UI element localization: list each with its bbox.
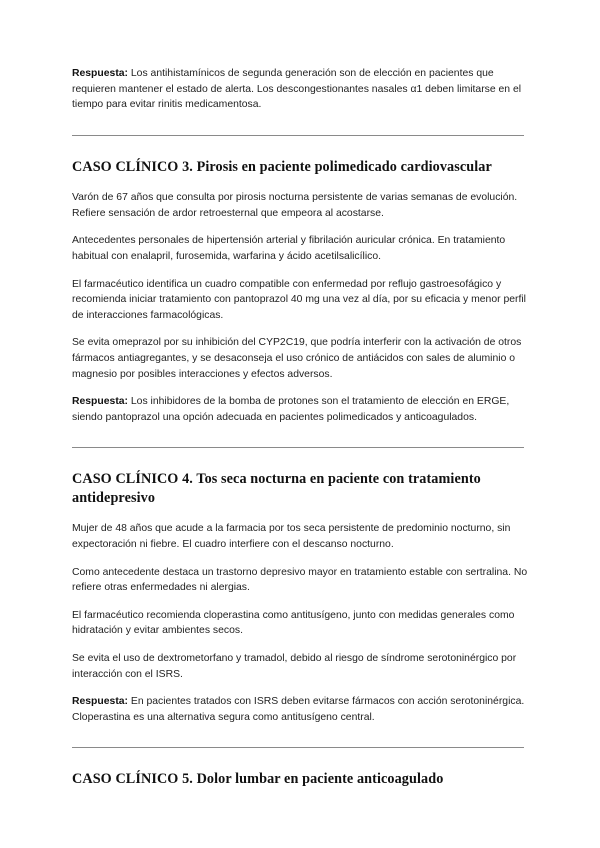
- section-divider: [72, 447, 524, 448]
- case5-title: CASO CLÍNICO 5. Dolor lumbar en paciente anticoagulado: [72, 771, 444, 788]
- case3-paragraph-1: Varón de 67 años que consulta por pirosis nocturna persistente de varias semanas de evolución. Refiere sensación de ardor retroesternal que empeora al acostarse.: [72, 192, 518, 219]
- document-content: [72, 66, 530, 803]
- case4-answer-paragraph: [72, 694, 530, 725]
- case4-paragraph-1: Mujer de 48 años que acude a la farmacia por tos seca persistente de predominio nocturno, sin expectoración ni fiebre. El cuadro interfiere con el descanso nocturno.: [72, 523, 511, 550]
- case5-section: [72, 770, 530, 789]
- case3-section: [72, 158, 530, 426]
- answer-text: En pacientes tratados con ISRS deben evitarse fármacos con acción serotoninérgica. Cloperastina es una alternativa segura como antitusígeno central.: [72, 696, 525, 723]
- case4-paragraph-3: El farmacéutico recomienda cloperastina como antitusígeno, junto con medidas generales como hidratación y evitar ambientes secos.: [72, 609, 515, 637]
- answer-label: Respuesta:: [72, 396, 129, 408]
- answer-label: Respuesta:: [72, 696, 129, 708]
- case4-title: CASO CLÍNICO 4. Tos seca nocturna en paciente con tratamiento antidepresivo: [72, 471, 481, 506]
- case4-paragraph-2: Como antecedente destaca un trastorno depresivo mayor en tratamiento estable con sertralina. No refiere otras enfermedades ni alergias.: [72, 566, 528, 594]
- case2-answer-paragraph: [72, 66, 530, 113]
- case3-paragraph-2: Antecedentes personales de hipertensión arterial y fibrilación auricular crónica. En tratamiento habitual con enalapril, furosemida, warfarina y ácido acetilsalicílico.: [72, 235, 506, 263]
- answer-text: Los inhibidores de la bomba de protones son el tratamiento de elección en ERGE, siendo pantoprazol una opción adecuada en pacientes polimedicados y anticoagulados.: [72, 396, 510, 423]
- section-divider: [72, 747, 524, 748]
- section-divider: [72, 135, 524, 136]
- answer-label: Respuesta:: [72, 68, 129, 79]
- answer-text: Los antihistamínicos de segunda generación son de elección en pacientes que requieren mantener el estado de alerta. Los descongestionantes nasales α1 deben limitarse en el tiempo para evitar rinitis medicamentosa.: [72, 68, 522, 111]
- case2-answer-section: [72, 66, 530, 113]
- case3-paragraph-3: El farmacéutico identifica un cuadro compatible con enfermedad por reflujo gastroesofágico y recomienda iniciar tratamiento con pantoprazol 40 mg una vez al día, por su eficacia y menor perfil de interacciones farmacológicas.: [72, 278, 526, 321]
- case3-answer-paragraph: [72, 394, 530, 425]
- case4-paragraph-4: Se evita el uso de dextrometorfano y tramadol, debido al riesgo de síndrome serotoninérgico por interacción con el ISRS.: [72, 652, 517, 680]
- case3-paragraph-4: Se evita omeprazol por su inhibición del CYP2C19, que podría interferir con la activación de otros fármacos antiagregantes, y se desaconseja el uso crónico de antiácidos con sales de aluminio o magnesio por posibles interacciones y efectos adversos.: [72, 337, 522, 380]
- case3-title: CASO CLÍNICO 3. Pirosis en paciente polimedicado cardiovascular: [72, 158, 492, 175]
- case4-section: [72, 470, 530, 725]
